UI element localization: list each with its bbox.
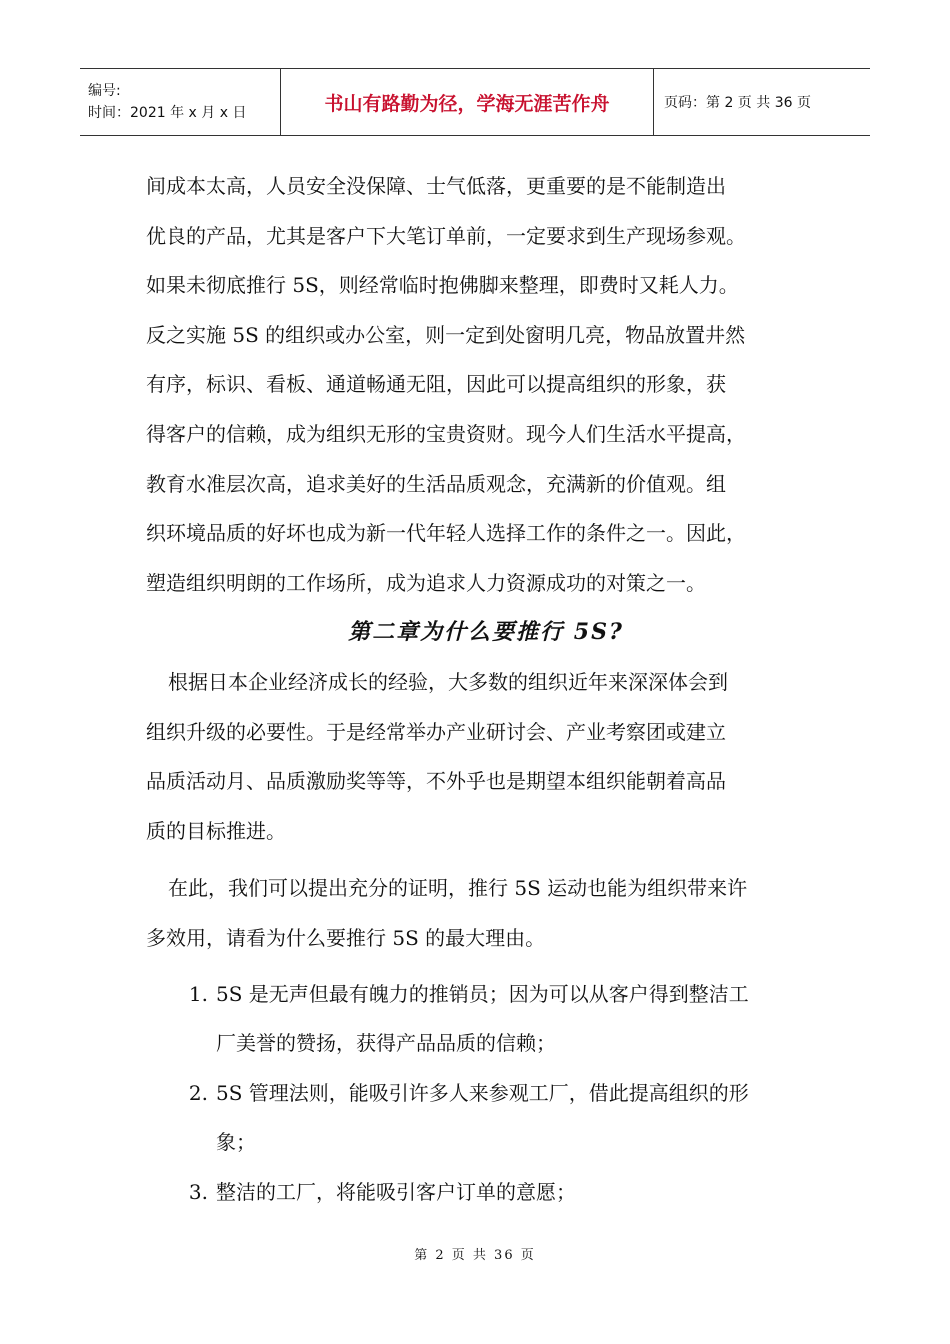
text-line: 反之实施 5S 的组织或办公室，则一定到处窗明几亮，物品放置井然 (146, 322, 746, 347)
text-line: 根据日本企业经济成长的经验，大多数的组织近年来深深体会到 (168, 669, 728, 694)
header-meta (80, 69, 281, 135)
text-line: 得客户的信赖，成为组织无形的宝贵资财。现今人们生活水平提高， (146, 421, 746, 446)
text-line: 品质活动月、品质激励奖等等，不外乎也是期望本组织能朝着高品 (146, 769, 726, 794)
text-line: 多效用，请看为什么要推行 5S 的最大理由。 (146, 925, 546, 950)
header-motto: 书山有路勤为径，学海无涯苦作舟 (281, 69, 654, 135)
list-text (216, 1168, 826, 1218)
text-line: 织环境品质的好坏也成为新一代年轻人选择工作的条件之一。因此， (146, 521, 746, 546)
header-page-info: 页码：第 2 页 共 36 页 (664, 95, 811, 111)
text-line: 教育水准层次高，追求美好的生活品质观念，充满新的价值观。组 (146, 471, 726, 496)
text-line: 在此，我们可以提出充分的证明，推行 5S 运动也能为组织带来许 (168, 876, 748, 901)
time-label: 时间：2021 年 x 月 x 日 (88, 105, 247, 121)
list-text (216, 970, 826, 1069)
number-label: 编号: (88, 83, 121, 99)
paragraph-reasons-intro (146, 864, 826, 963)
paragraph-background (146, 658, 826, 856)
text-line: 如果未彻底推行 5S，则经常临时抱佛脚来整理，即费时又耗人力。 (146, 273, 739, 298)
page-header (80, 68, 870, 136)
text-line: 塑造组织明朗的工作场所，成为追求人力资源成功的对策之一。 (146, 570, 706, 595)
text-line: 间成本太高，人员安全没保障、士气低落，更重要的是不能制造出 (146, 174, 726, 198)
list-item (146, 970, 826, 1069)
text-line: 象； (216, 1130, 256, 1155)
text-line: 5S 管理法则，能吸引许多人来参观工厂，借此提高组织的形 (216, 1080, 749, 1105)
text-line: 组织升级的必要性。于是经常举办产业研讨会、产业考察团或建立 (146, 719, 726, 744)
text-line: 质的目标推进。 (146, 818, 286, 843)
reasons-list (146, 970, 826, 1218)
page-footer: 第 2 页 共 36 页 (414, 1248, 536, 1263)
text-line: 5S 是无声但最有魄力的推销员；因为可以从客户得到整洁工 (216, 981, 749, 1006)
document-body (146, 162, 826, 1217)
list-item (146, 1069, 826, 1168)
text-line: 整洁的工厂，将能吸引客户订单的意愿； (216, 1179, 576, 1204)
list-number: 3. (188, 1179, 208, 1204)
text-line: 厂美誉的赞扬，获得产品品质的信赖； (216, 1031, 556, 1056)
text-line: 优良的产品，尤其是客户下大笔订单前，一定要求到生产现场参观。 (146, 223, 746, 248)
text-line: 有序，标识、看板、通道畅通无阻，因此可以提高组织的形象，获 (146, 372, 726, 397)
list-text (216, 1069, 826, 1168)
list-number: 1. (188, 981, 208, 1006)
chapter-title: 第二章为什么要推行 5S? (348, 619, 624, 646)
list-item (146, 1168, 826, 1218)
list-number: 2. (188, 1080, 208, 1105)
paragraph-intro (146, 162, 826, 608)
